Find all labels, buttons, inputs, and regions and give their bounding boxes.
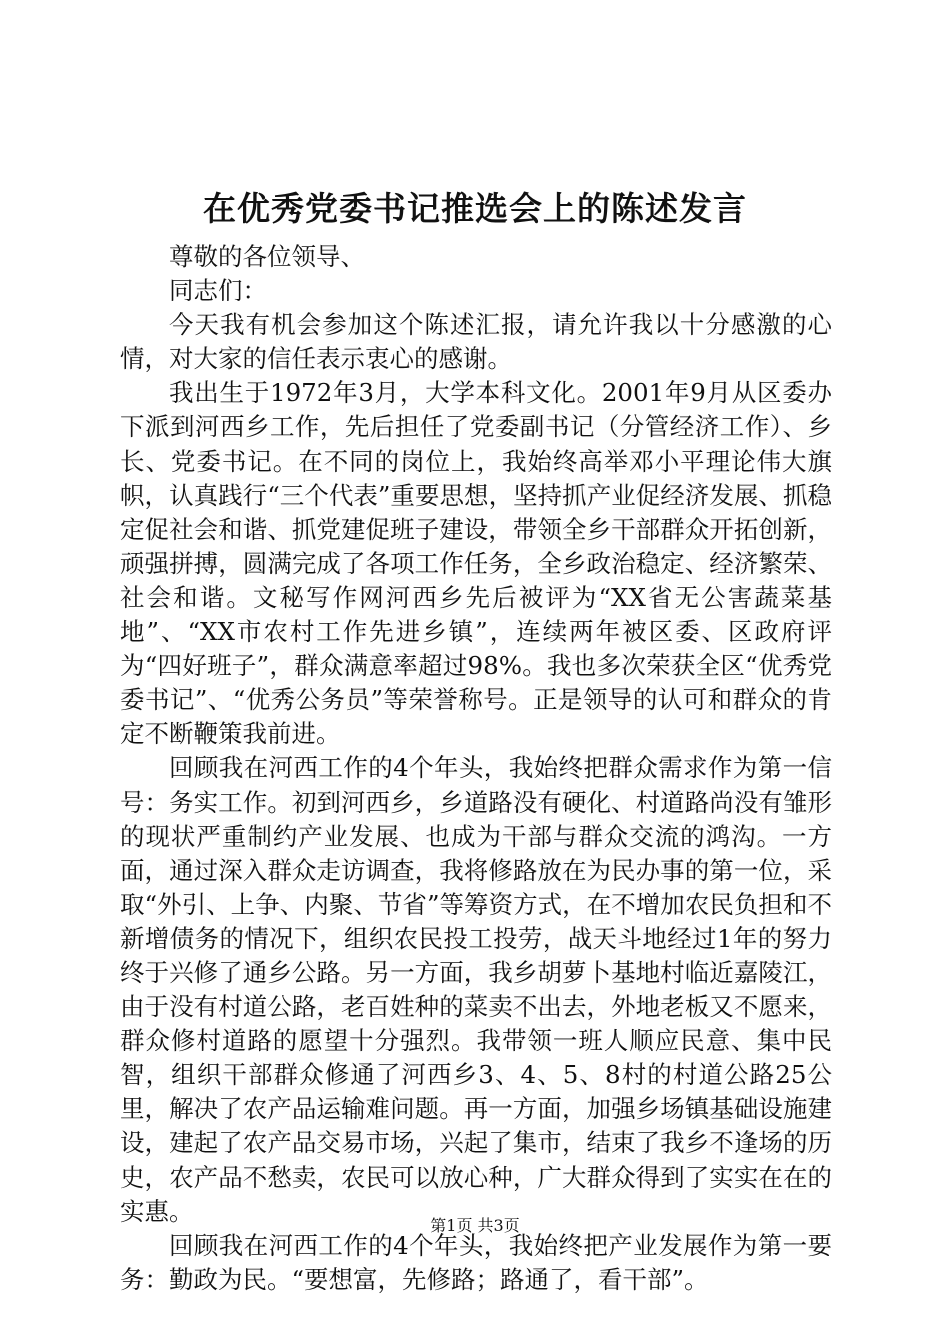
body-paragraph: 今天我有机会参加这个陈述汇报，请允许我以十分感激的心情，对大家的信任表示衷心的感谢。: [120, 310, 832, 374]
salutation-line: 同志们：: [169, 276, 267, 306]
document-body: [120, 240, 832, 1297]
document-title: 在优秀党委书记推选会上的陈述发言: [203, 189, 747, 228]
body-paragraph: 我出生于1972年3月，大学本科文化。2001年9月从区委办下派到河西乡工作，先后担任了党委副书记（分管经济工作）、乡长、党委书记。在不同的岗位上，我始终高举邓小平理论伟大旗帜，认真践行“三个代表”重要思想，坚持抓产业促经济发展、抓稳定促社会和谐、抓党建促班子建设，带领全乡干部群众开拓创新，顽强拼搏，圆满完成了各项工作任务，全乡政治稳定、经济繁荣、社会和谐。文秘写作网河西乡先后被评为“XX省无公害蔬菜基地”、“XX市农村工作先进乡镇”，连续两年被区委、区政府评为“四好班子”，群众满意率超过98%。我也多次荣获全区“优秀党委书记”、“优秀公务员”等荣誉称号。正是领导的认可和群众的肯定不断鞭策我前进。: [120, 378, 832, 749]
body-paragraph: 回顾我在河西工作的4个年头，我始终把产业发展作为第一要务：勤政为民。“要想富，先修路；路通了，看干部”。: [120, 1230, 832, 1294]
page-number-footer: 第1页 共3页: [430, 1216, 520, 1235]
salutation-line: 尊敬的各位领导、: [169, 242, 365, 271]
body-paragraph: 回顾我在河西工作的4个年头，我始终把群众需求作为第一信号：务实工作。初到河西乡，乡道路没有硬化、村道路尚没有雏形的现状严重制约产业发展、也成为干部与群众交流的鸿沟。一方面，通过深入群众走访调查，我将修路放在为民办事的第一位，采取“外引、上争、内聚、节省”等筹资方式，在不增加农民负担和不新增债务的情况下，组织农民投工投劳，战天斗地经过1年的努力终于兴修了通乡公路。另一方面，我乡胡萝卜基地村临近嘉陵江，由于没有村道公路，老百姓种的菜卖不出去，外地老板又不愿来，群众修村道路的愿望十分强烈。我带领一班人顺应民意、集中民智，组织干部群众修通了河西乡3、4、5、8村的村道公路25公里，解决了农产品运输难问题。再一方面，加强乡场镇基础设施建设，建起了农产品交易市场，兴起了集市，结束了我乡不逢场的历史，农产品不愁卖，农民可以放心种，广大群众得到了实实在在的实惠。: [120, 753, 832, 1226]
